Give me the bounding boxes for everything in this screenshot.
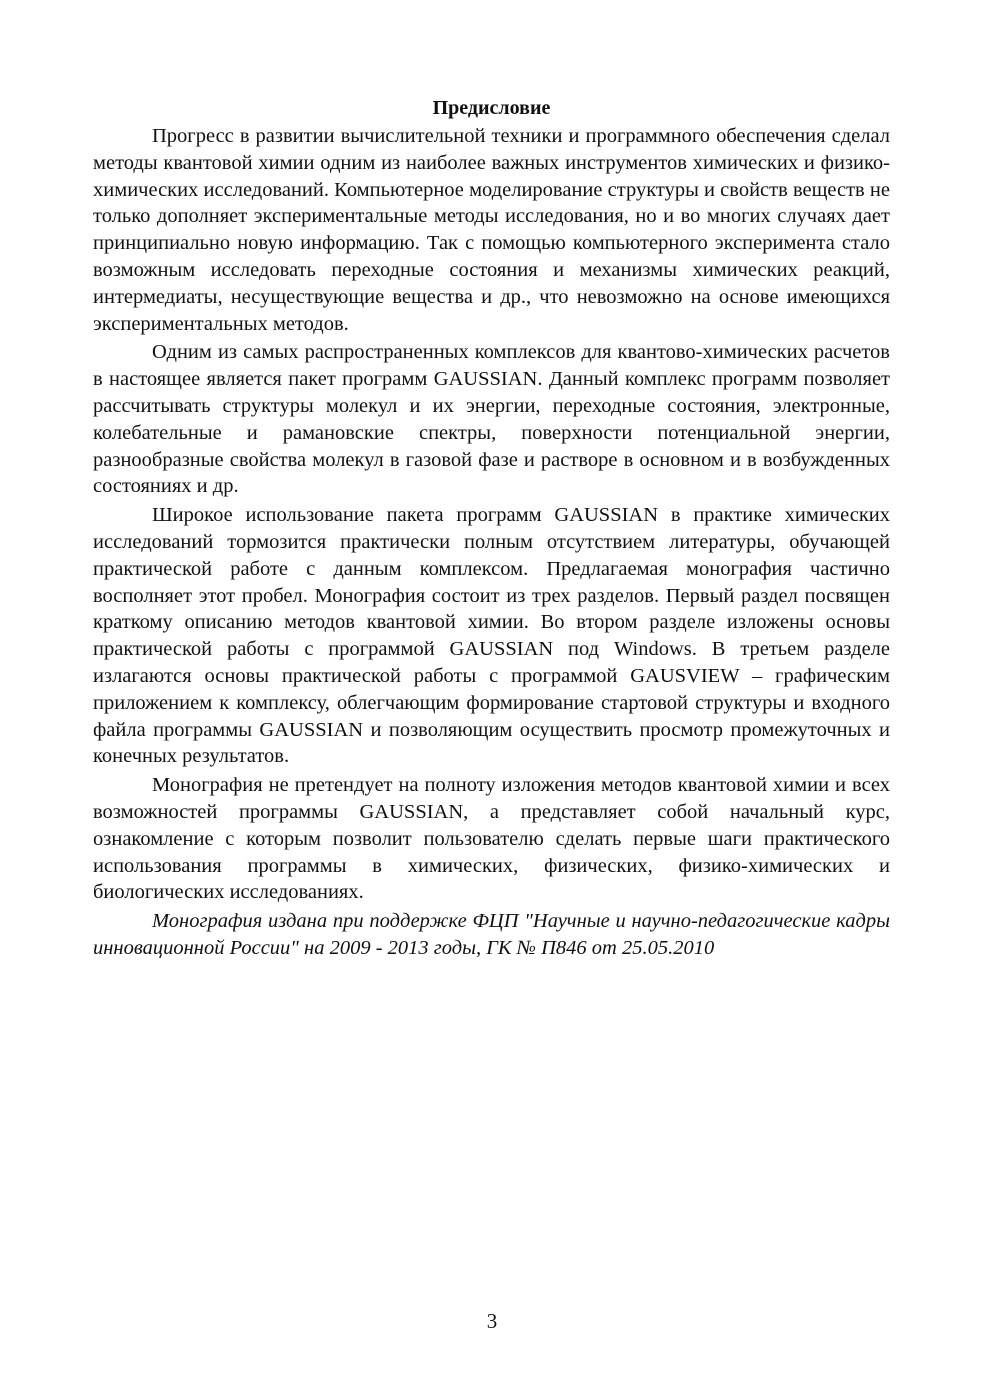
paragraph-monograph-structure: Широкое использование пакета программ GAUSSIAN в практике химических исследований тормозится практически полным отсутствием литературы, обучающей практической работе с данным комплексом. Предлагаемая монография частично восполняет этот пробел. Монография состоит из трех разделов. Первый раздел посвящен краткому описанию методов квантовой химии. Во втором разделе изложены основы практической работы с программой GAUSSIAN под Windows. В третьем разделе излагаются основы практической работы с программой GAUSVIEW – графическим приложением к комплексу, облегчающим формирование стартовой структуры и входного файла программы GAUSSIAN и позволяющим осуществить просмотр промежуточных и конечных результатов. <box>93 504 890 768</box>
page-number: 3 <box>486 1309 498 1333</box>
paragraph-monograph-scope: Монография не претендует на полноту изложения методов квантовой химии и всех возможностей программы GAUSSIAN, а представляет собой начальный курс, ознакомление с которым позволит пользователю сделать первые шаги практического использования программы в химических, физических, физико-химических и биологических исследованиях. <box>93 774 890 904</box>
paragraph-intro: Прогресс в развитии вычислительной техники и программного обеспечения сделал методы квантовой химии одним из наиболее важных инструментов химических и физико-химических исследований. Компьютерное моделирование структуры и свойств веществ не только дополняет экспериментальные методы исследования, но и во многих случаях дает принципиально новую информацию. Так с помощью компьютерного эксперимента стало возможным исследовать переходные состояния и механизмы химических реакций, интермедиаты, несуществующие вещества и др., что невозможно на основе имеющихся экспериментальных методов. <box>93 125 890 335</box>
page-body <box>93 95 890 964</box>
funding-note: Монография издана при поддержке ФЦП "Научные и научно-педагогические кадры инновационной России" на 2009 - 2013 годы, ГК № П846 от 25.05.2010 <box>93 910 890 959</box>
paragraph-gaussian-package: Одним из самых распространенных комплексов для квантово-химических расчетов в настоящее является пакет программ GAUSSIAN. Данный комплекс программ позволяет рассчитывать структуры молекул и их энергии, переходные состояния, электронные, колебательные и рамановские спектры, поверхности потенциальной энергии, разнообразные свойства молекул в газовой фазе и растворе в основном и в возбужденных состояниях и др. <box>93 341 890 498</box>
page-title: Предисловие <box>432 97 551 119</box>
